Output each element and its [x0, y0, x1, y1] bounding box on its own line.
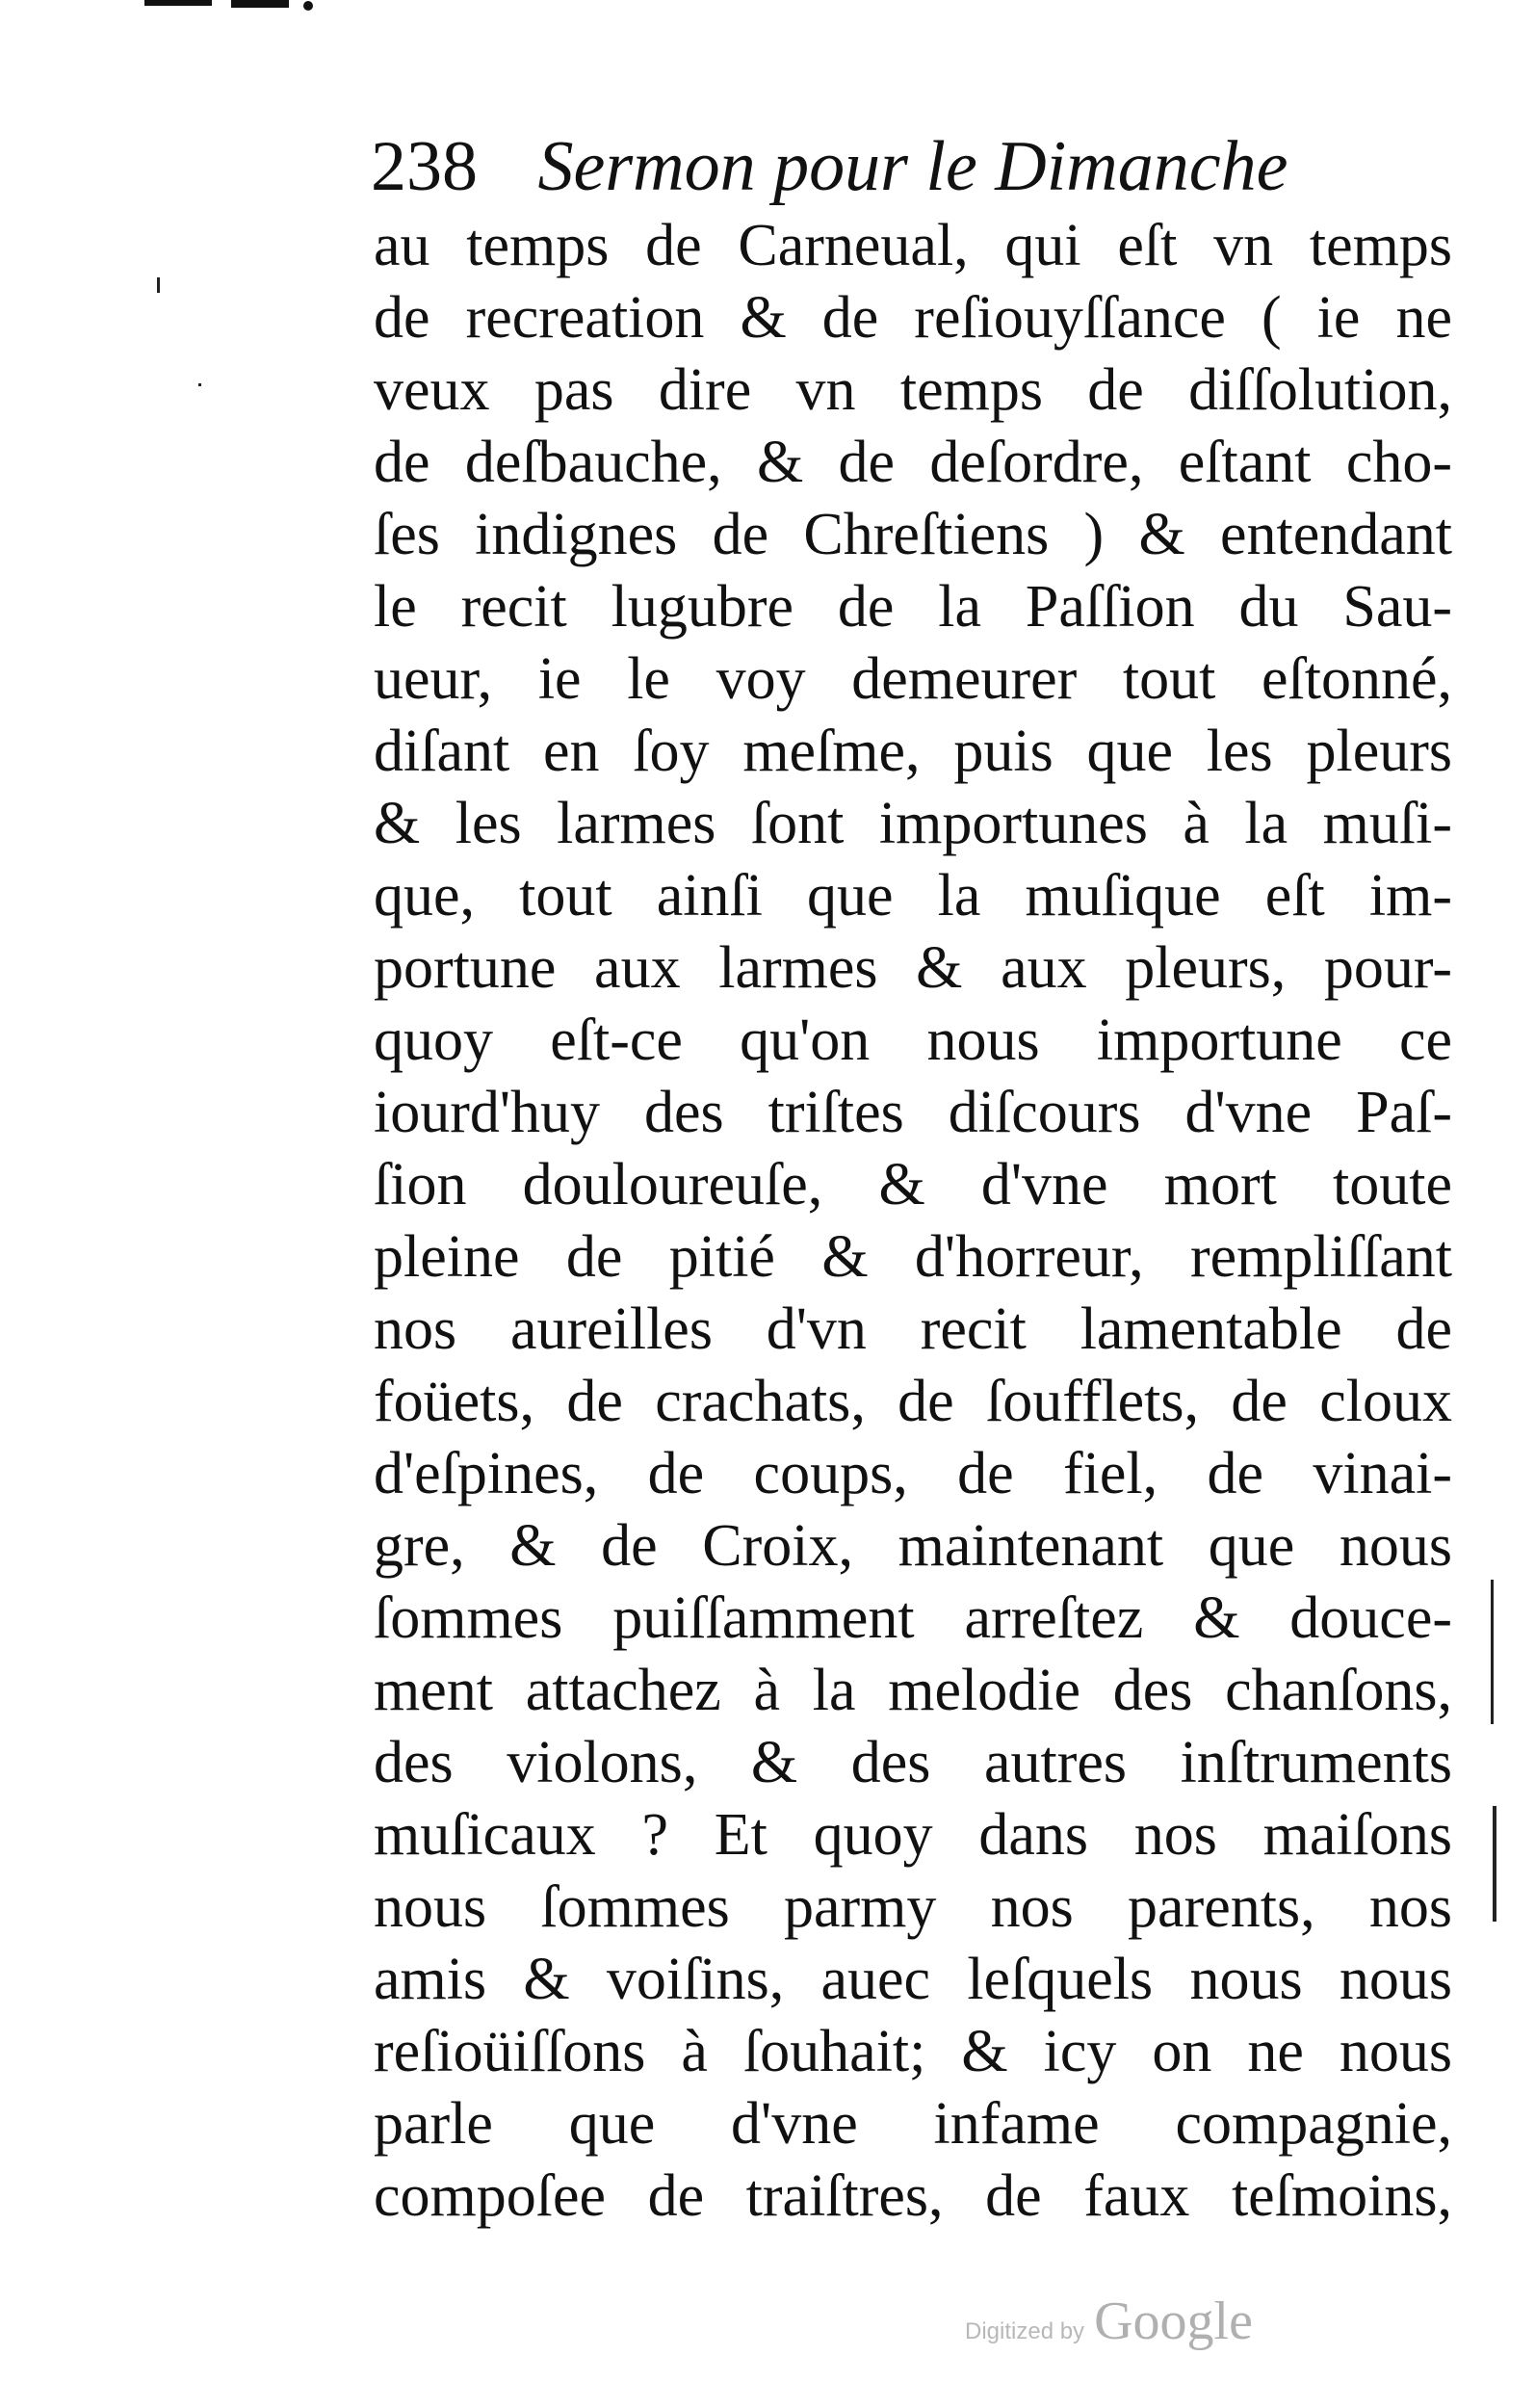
- text-line: ſommes puiſſamment arreſtez & douce-: [374, 1585, 1452, 1651]
- text-line: iourd'huy des triſtes diſcours d'vne Paſ-: [374, 1080, 1452, 1145]
- text-line: ment attachez à la melodie des chanſons,: [374, 1658, 1452, 1723]
- text-line: de deſbauche, & de deſordre, eſtant cho-: [374, 430, 1452, 495]
- text-line: ſes indignes de Chreſtiens ) & entendant: [374, 502, 1452, 567]
- page-number: 238: [371, 127, 478, 206]
- google-logo: Google: [1094, 2291, 1253, 2351]
- margin-rule-mark: [1493, 1806, 1496, 1922]
- ink-smudge-top: [144, 0, 337, 15]
- margin-speck: [157, 277, 160, 293]
- digitized-by-google-watermark: [965, 2290, 1253, 2358]
- text-line: le recit lugubre de la Paſſion du Sau-: [374, 574, 1452, 640]
- margin-rule-mark: [1491, 1580, 1494, 1724]
- text-line: nos aureilles d'vn recit lamentable de: [374, 1296, 1452, 1362]
- text-line: au temps de Carneual, qui eſt vn temps: [374, 213, 1452, 278]
- text-line: muſicaux ? Et quoy dans nos maiſons: [374, 1802, 1452, 1868]
- text-line: veux pas dire vn temps de diſſolution,: [374, 357, 1452, 423]
- text-line: compoſee de traiſtres, de faux teſmoins,: [374, 2163, 1452, 2229]
- text-line: parle que d'vne infame compagnie,: [374, 2091, 1452, 2157]
- digitized-by-label: Digitized by: [965, 2318, 1085, 2344]
- text-line: diſant en ſoy meſme, puis que les pleurs: [374, 719, 1452, 784]
- text-line: que, tout ainſi que la muſique eſt im-: [374, 863, 1452, 929]
- text-line: nous ſommes parmy nos parents, nos: [374, 1874, 1452, 1940]
- running-header: [371, 114, 1430, 220]
- text-line: quoy eſt-ce qu'on nous importune ce: [374, 1008, 1452, 1073]
- margin-speck: [198, 383, 201, 386]
- text-line: gre, & de Croix, maintenant que nous: [374, 1513, 1452, 1579]
- text-line: ſion douloureuſe, & d'vne mort toute: [374, 1152, 1452, 1217]
- text-line: & les larmes ſont importunes à la muſi-: [374, 791, 1452, 856]
- sermon-text: [374, 210, 1452, 2233]
- text-line: des violons, & des autres inſtruments: [374, 1730, 1452, 1795]
- text-line: reſioüiſſons à ſouhait; & icy on ne nous: [374, 2019, 1452, 2084]
- text-line: pleine de pitié & d'horreur, rempliſſant: [374, 1224, 1452, 1290]
- text-line: portune aux larmes & aux pleurs, pour-: [374, 935, 1452, 1001]
- text-line: foüets, de crachats, de ſoufflets, de cloux: [374, 1369, 1452, 1434]
- text-line: d'eſpines, de coups, de fiel, de vinai-: [374, 1441, 1452, 1506]
- text-line: ueur, ie le voy demeurer tout eſtonné,: [374, 646, 1452, 712]
- running-title: Sermon pour le Dimanche: [537, 127, 1288, 206]
- text-line: amis & voiſins, auec leſquels nous nous: [374, 1947, 1452, 2012]
- text-line: de recreation & de reſiouyſſance ( ie ne: [374, 285, 1452, 351]
